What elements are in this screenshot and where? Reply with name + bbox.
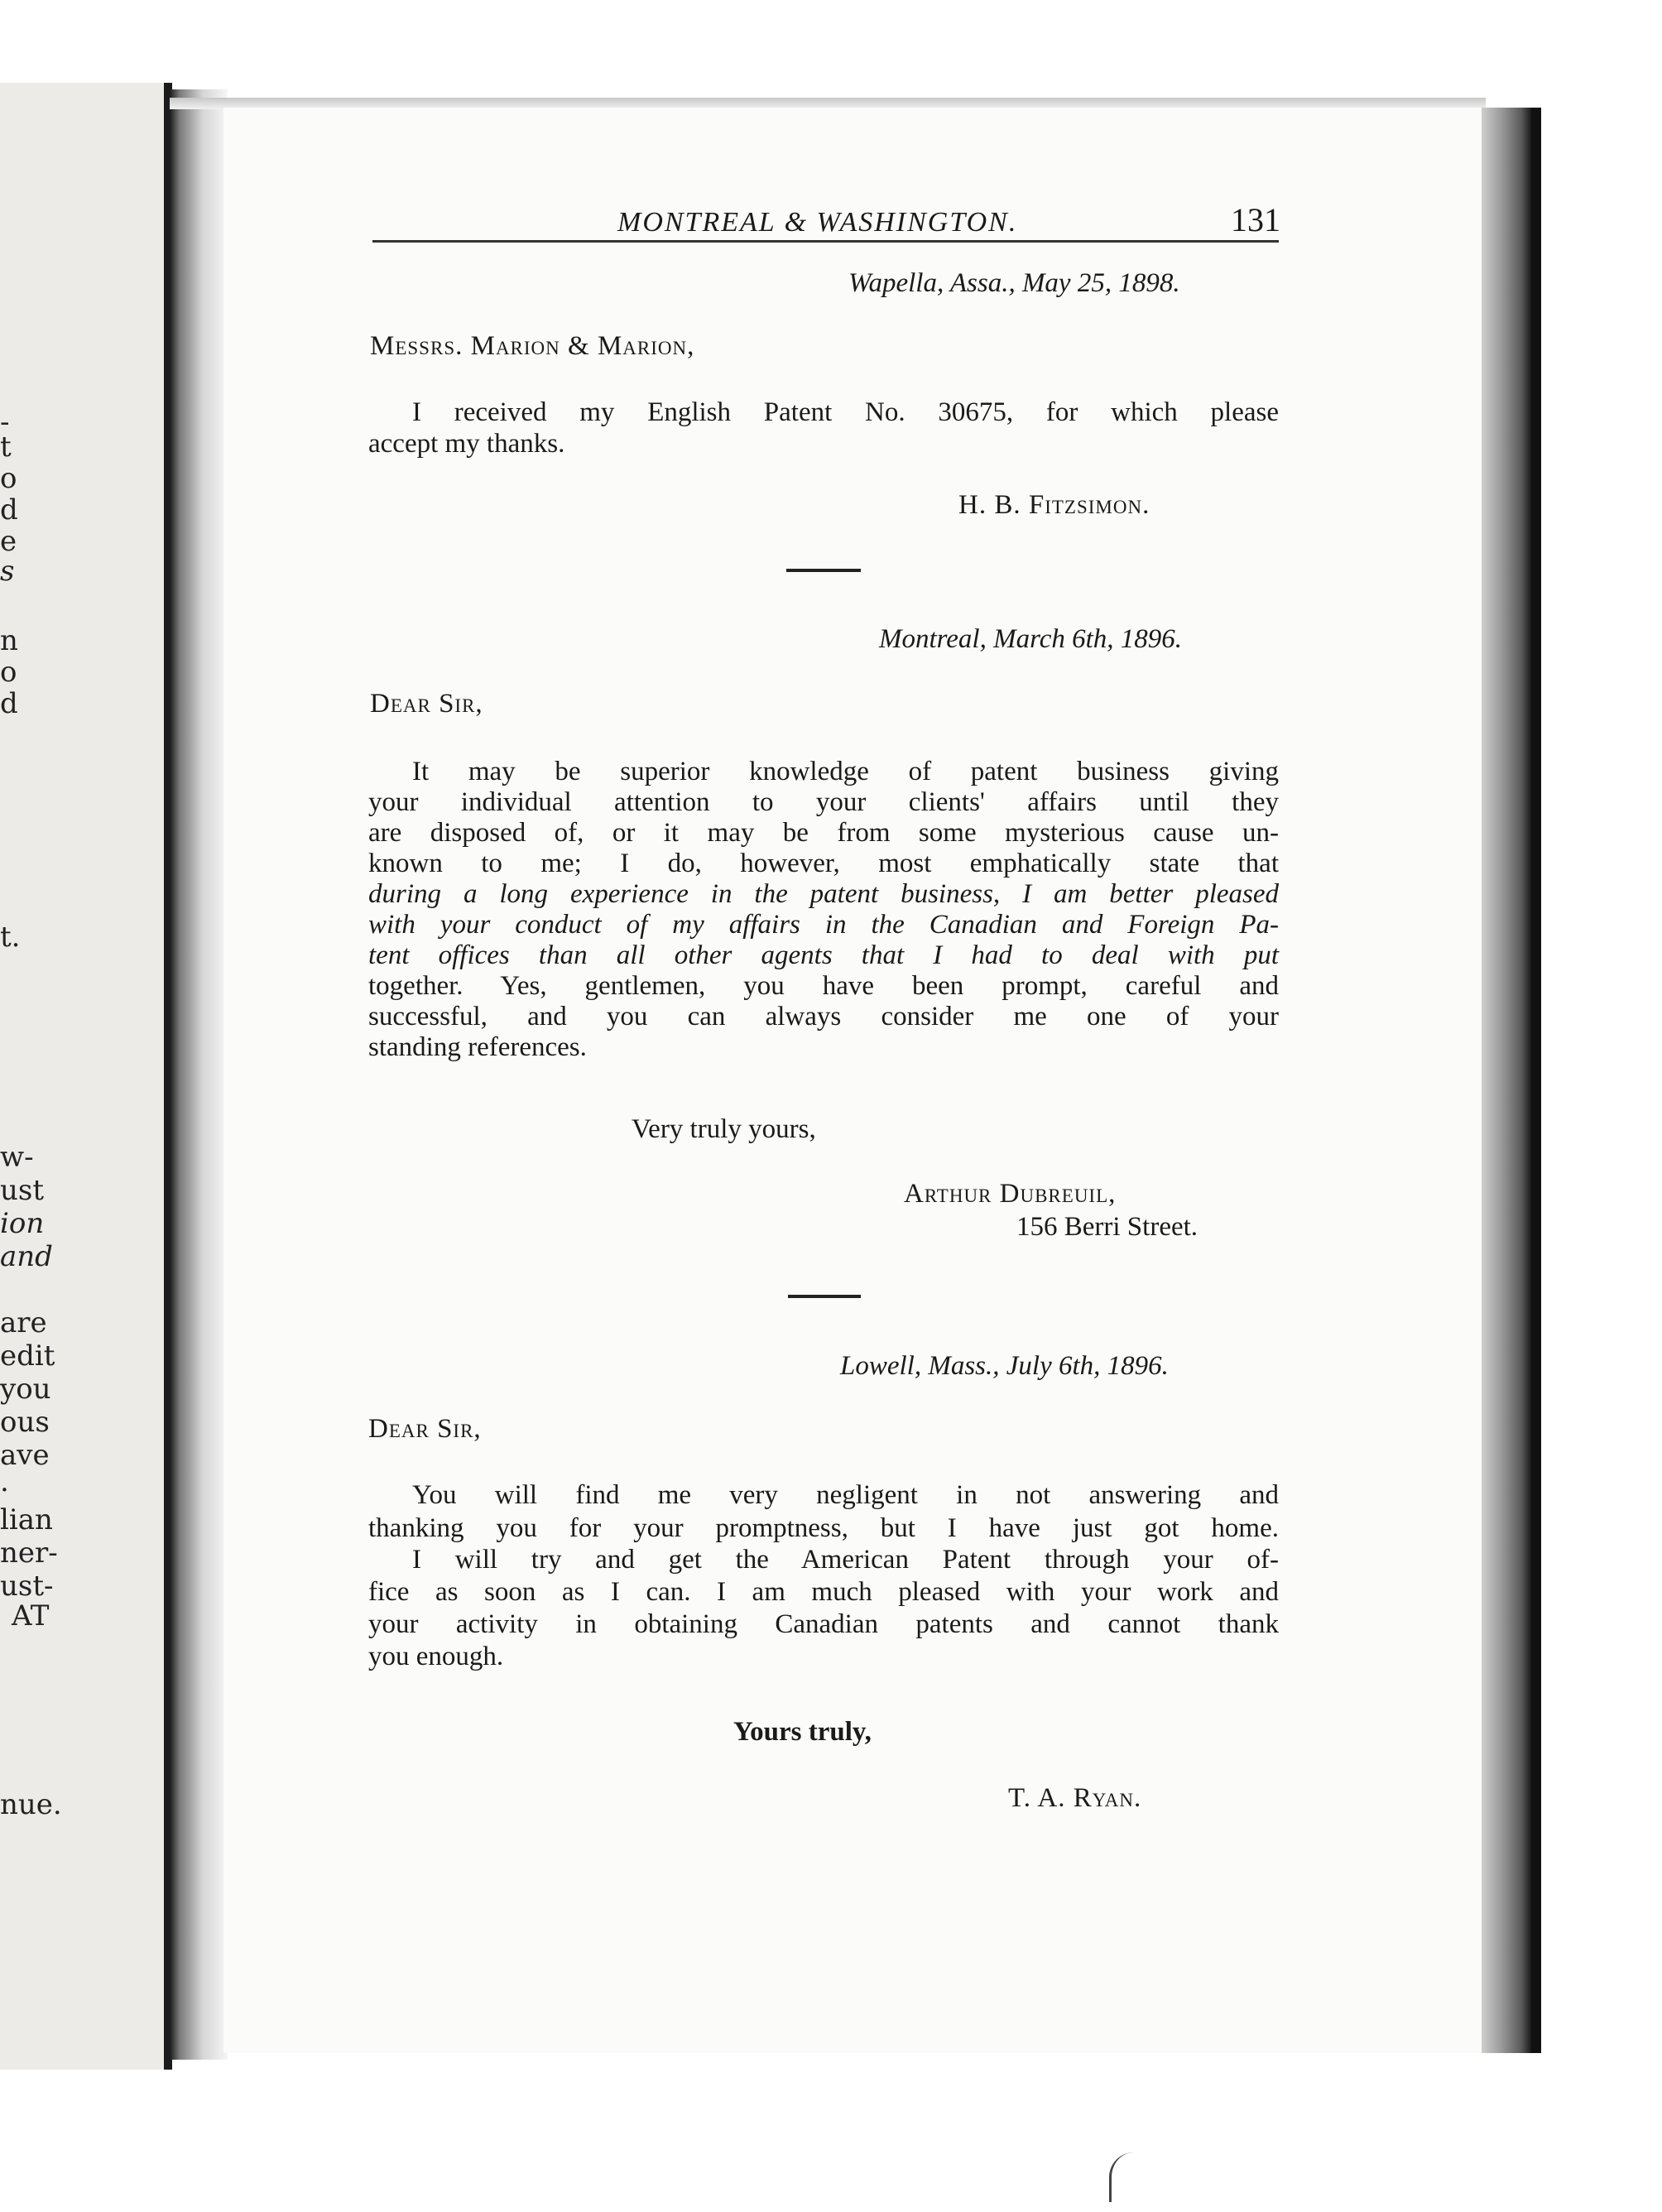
left-fragment: n <box>0 624 18 657</box>
letter3-closing: Yours truly, <box>733 1717 872 1747</box>
left-fragment: edit <box>0 1339 55 1373</box>
previous-page-fragment <box>0 83 170 2070</box>
letter1-body-line: accept my thanks. <box>368 429 565 459</box>
letter3-salutation: Dear Sir, <box>368 1414 482 1444</box>
left-fragment: and <box>0 1240 53 1273</box>
letter3-dateline: Lowell, Mass., July 6th, 1896. <box>840 1351 1169 1381</box>
left-fragment: t <box>0 430 12 464</box>
left-fragment: you <box>0 1373 51 1406</box>
left-fragment: d <box>0 687 18 720</box>
left-fragment: ave <box>0 1439 50 1472</box>
letter2-closing: Very truly yours, <box>632 1114 816 1144</box>
letter1-body-line: I received my English Patent No. 30675, for which please <box>412 397 1279 427</box>
letter2-body-line: your individual attention to your clients' affairs until they <box>368 787 1279 817</box>
left-fragment: lian <box>0 1503 53 1536</box>
left-fragment: o <box>0 462 17 495</box>
page-edges <box>1482 108 1531 2053</box>
left-fragment: ous <box>0 1406 50 1439</box>
running-header: MONTREAL & WASHINGTON. <box>617 207 1018 238</box>
letter2-body-line: together. Yes, gentlemen, you have been prompt, careful and <box>368 971 1279 1001</box>
letter3-body-line: I will try and get the American Patent through your of- <box>412 1545 1279 1575</box>
letter3-body-line: you enough. <box>368 1642 504 1671</box>
left-fragment: ust <box>0 1174 45 1207</box>
letter3-body-line: thanking you for your promptness, but I have just got home. <box>368 1513 1279 1543</box>
left-fragment: ust- <box>0 1570 54 1603</box>
letter3-body-line: fice as soon as I can. I am much pleased with your work and <box>368 1577 1279 1607</box>
left-fragment: - <box>0 406 10 439</box>
letter2-body-line: with your conduct of my affairs in the Canadian and Foreign Pa- <box>368 910 1279 940</box>
scan-artifact <box>1109 2152 1161 2202</box>
separator-dash <box>788 1295 861 1298</box>
left-fragment: AT <box>12 1599 50 1633</box>
letter1-salutation: Messrs. Marion & Marion, <box>370 331 695 361</box>
left-fragment: e <box>0 525 17 558</box>
letter1-signature: H. B. Fitzsimon. <box>958 490 1150 520</box>
letter2-body-line: known to me; I do, however, most emphatically state that <box>368 849 1279 878</box>
page-131 <box>223 108 1482 2053</box>
gutter-shadow <box>170 89 228 2060</box>
left-fragment: ion <box>0 1207 45 1240</box>
left-fragment: ner- <box>0 1536 58 1570</box>
book-cover-edge <box>1531 108 1541 2053</box>
page-number: 131 <box>1231 201 1280 238</box>
letter2-body-line: tent offices than all other agents that I had to deal with put <box>368 940 1279 970</box>
letter3-body-line: You will find me very negligent in not answering and <box>412 1480 1279 1510</box>
header-rule <box>372 240 1279 243</box>
left-fragment: w- <box>0 1141 34 1174</box>
letter2-body-line: during a long experience in the patent business, I am better pleased <box>368 879 1279 909</box>
left-fragment: are <box>0 1306 47 1339</box>
letter2-body-line: standing references. <box>368 1032 587 1062</box>
left-fragment: t. <box>0 921 21 954</box>
letter2-body-line: successful, and you can always consider me one of your <box>368 1002 1279 1031</box>
left-fragment: s <box>0 555 15 588</box>
letter3-signature: T. A. Ryan. <box>1008 1783 1142 1813</box>
left-fragment: d <box>0 493 18 527</box>
separator-dash <box>786 569 861 572</box>
letter3-body-line: your activity in obtaining Canadian patents and cannot thank <box>368 1609 1279 1639</box>
left-fragment: . <box>0 1465 9 1498</box>
letter1-dateline: Wapella, Assa., May 25, 1898. <box>848 268 1180 298</box>
letter2-body-line: It may be superior knowledge of patent business giving <box>412 757 1279 786</box>
letter2-signature: Arthur Dubreuil, <box>904 1179 1117 1209</box>
left-fragment: nue. <box>0 1788 62 1821</box>
letter2-salutation: Dear Sir, <box>370 689 483 719</box>
letter2-address: 156 Berri Street. <box>1016 1212 1198 1242</box>
letter2-dateline: Montreal, March 6th, 1896. <box>879 624 1183 654</box>
letter2-body-line: are disposed of, or it may be from some mysterious cause un- <box>368 818 1279 848</box>
left-fragment: o <box>0 656 17 689</box>
